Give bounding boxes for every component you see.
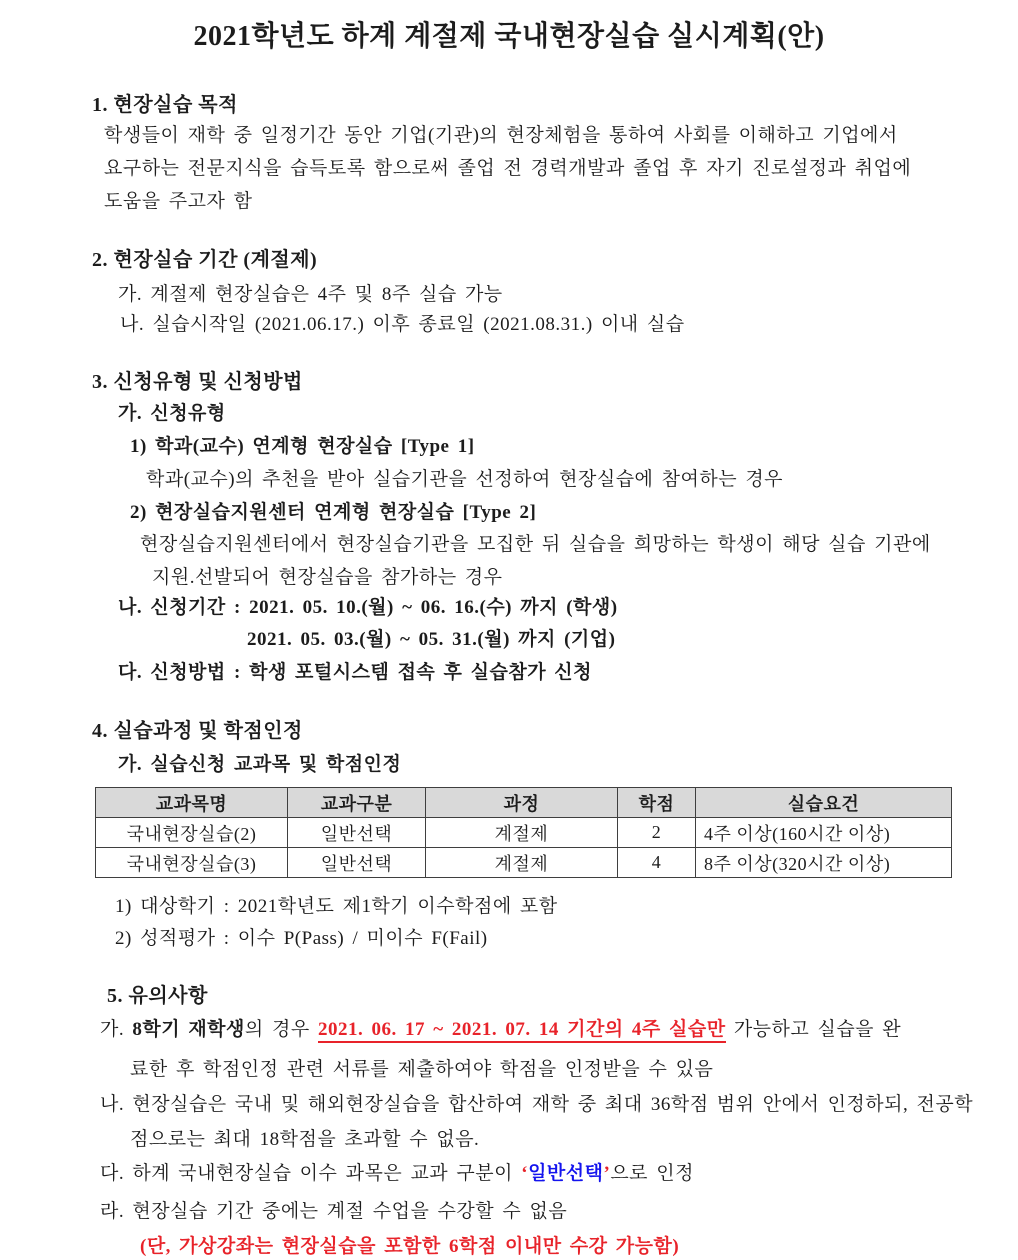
section3-item-b: 나. 신청기간 : 2021. 05. 10.(월) ~ 06. 16.(수) 까지 (학생)	[118, 597, 618, 618]
cell-course-name: 국내현장실습(2)	[96, 818, 288, 848]
cell-course-name: 국내현장실습(3)	[96, 848, 288, 878]
cell-course-term: 계절제	[426, 818, 618, 848]
header-requirement: 실습요건	[696, 788, 952, 818]
section3-item-b-line2: 2021. 05. 03.(월) ~ 05. 31.(월) 까지 (기업)	[247, 629, 616, 650]
section3-heading: 3. 신청유형 및 신청방법	[92, 371, 303, 393]
item-c-open-quote: ‘	[521, 1163, 529, 1184]
section5-heading: 5. 유의사항	[107, 985, 208, 1007]
section3-item-a: 가. 신청유형	[118, 403, 226, 424]
section5-item-b-line1: 나. 현장실습은 국내 및 해외현장실습을 합산하여 재학 중 최대 36학점 범위 안에서 인정하되, 전공학	[100, 1094, 974, 1115]
section4-item-a: 가. 실습신청 교과목 및 학점인정	[118, 754, 402, 775]
item-c-close-quote: ’	[603, 1163, 611, 1184]
section3-type1-title: 1) 학과(교수) 연계형 현장실습 [Type 1]	[130, 436, 475, 457]
cell-credit: 4	[618, 848, 696, 878]
cell-course-type: 일반선택	[288, 848, 426, 878]
item-a-bold-text: 8학기 재학생	[132, 1019, 245, 1040]
item-c-suffix: 으로 인정	[610, 1163, 694, 1184]
section1-body-line2: 요구하는 전문지식을 습득토록 함으로써 졸업 전 경력개발과 졸업 후 자기 진로설정과 취업에	[104, 158, 912, 179]
table-row	[96, 818, 952, 848]
item-a-mid: 의 경우	[244, 1019, 318, 1040]
header-course-name: 교과목명	[96, 788, 288, 818]
section2-item-b: 나. 실습시작일 (2021.06.17.) 이후 종료일 (2021.08.31.) 이내 실습	[120, 314, 685, 335]
table-row	[96, 848, 952, 878]
section4-heading: 4. 실습과정 및 학점인정	[92, 720, 303, 742]
item-a-red-underlined-period: 2021. 06. 17 ~ 2021. 07. 14 기간의 4주 실습만	[318, 1019, 726, 1043]
section3-type2-desc-line2: 지원.선발되어 현장실습을 참가하는 경우	[152, 567, 503, 588]
header-course-type: 교과구분	[288, 788, 426, 818]
cell-requirement: 4주 이상(160시간 이상)	[696, 818, 952, 848]
section5-item-a-line1	[100, 1014, 901, 1041]
item-c-blue-text: 일반선택	[528, 1163, 604, 1184]
section2-heading: 2. 현장실습 기간 (계절제)	[92, 249, 318, 271]
section5-item-a-line2: 료한 후 학점인정 관련 서류를 제출하여야 학점을 인정받을 수 있음	[130, 1059, 714, 1080]
section2-item-a: 가. 계절제 현장실습은 4주 및 8주 실습 가능	[118, 284, 503, 305]
item-a-prefix: 가.	[100, 1019, 133, 1040]
item-a-suffix: 가능하고 실습을 완	[725, 1019, 902, 1040]
section5-item-c	[100, 1158, 694, 1185]
course-credit-table	[95, 787, 952, 878]
section3-item-c: 다. 신청방법 : 학생 포털시스템 접속 후 실습참가 신청	[118, 662, 593, 683]
document-title: 2021학년도 하계 계절제 국내현장실습 실시계획(안)	[193, 21, 825, 52]
section3-type2-desc-line1: 현장실습지원센터에서 현장실습기관을 모집한 뒤 실습을 희망하는 학생이 해당 실습 기관에	[140, 534, 931, 555]
header-course-term: 과정	[426, 788, 618, 818]
section1-body-line1: 학생들이 재학 중 일정기간 동안 기업(기관)의 현장체험을 통하여 사회를 이해하고 기업에서	[104, 125, 898, 146]
section1-heading: 1. 현장실습 목적	[92, 94, 238, 116]
table-header-row	[96, 788, 952, 818]
section5-item-b-line2: 점으로는 최대 18학점을 초과할 수 없음.	[130, 1129, 480, 1150]
section1-body-line3: 도움을 주고자 함	[104, 191, 253, 212]
cell-course-type: 일반선택	[288, 818, 426, 848]
section5-item-d: 라. 현장실습 기간 중에는 계절 수업을 수강할 수 없음	[100, 1201, 568, 1222]
section4-note2: 2) 성적평가 : 이수 P(Pass) / 미이수 F(Fail)	[115, 928, 488, 949]
section3-type1-desc: 학과(교수)의 추천을 받아 실습기관을 선정하여 현장실습에 참여하는 경우	[146, 469, 784, 490]
section3-type2-title: 2) 현장실습지원센터 연계형 현장실습 [Type 2]	[130, 502, 537, 523]
cell-credit: 2	[618, 818, 696, 848]
section5-item-d-note: (단, 가상강좌는 현장실습을 포함한 6학점 이내만 수강 가능함)	[140, 1236, 680, 1257]
header-credit: 학점	[618, 788, 696, 818]
section4-note1: 1) 대상학기 : 2021학년도 제1학기 이수학점에 포함	[115, 896, 558, 917]
item-c-prefix: 다. 하계 국내현장실습 이수 과목은 교과 구분이	[100, 1163, 522, 1184]
cell-requirement: 8주 이상(320시간 이상)	[696, 848, 952, 878]
cell-course-term: 계절제	[426, 848, 618, 878]
